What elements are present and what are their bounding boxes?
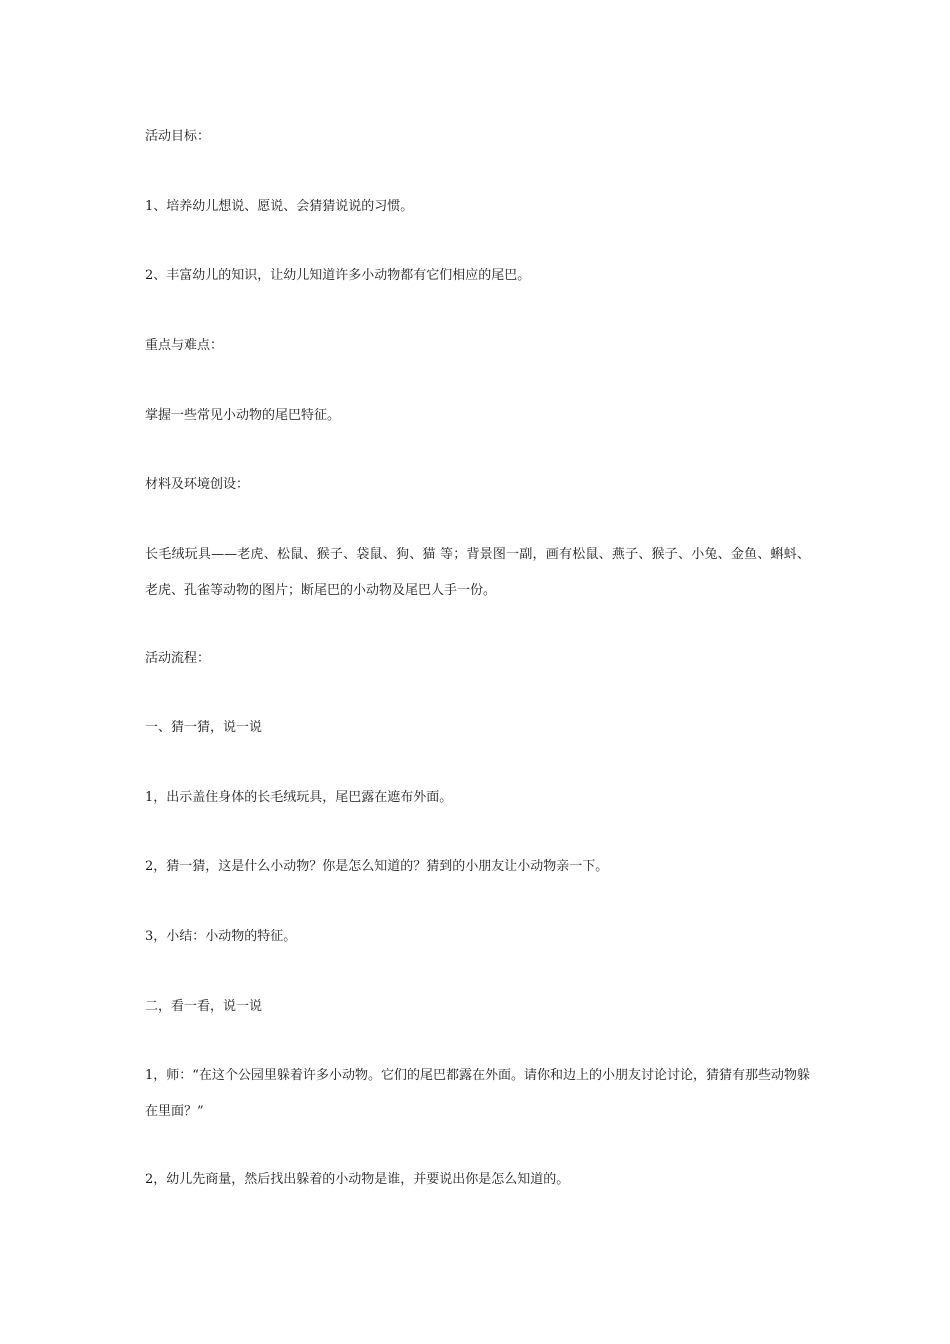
materials-paragraph: 长毛绒玩具——老虎、松鼠、猴子、袋鼠、狗、猫 等；背景图一副，画有松鼠、燕子、猴子、小兔、金鱼、蝌蚪、老虎、孔雀等动物的图片；断尾巴的小动物及尾巴人手一份。 bbox=[145, 547, 810, 598]
section-2-title: 二，看一看，说一说 bbox=[145, 999, 263, 1014]
heading-activity-goals: 活动目标： bbox=[145, 129, 211, 144]
section-1-step-1: 1，出示盖住身体的长毛绒玩具，尾巴露在遮布外面。 bbox=[145, 790, 453, 805]
section-1-title: 一、猜一猜，说一说 bbox=[145, 720, 263, 735]
goal-item-1: 1、培养幼儿想说、愿说、会猜猜说说的习惯。 bbox=[145, 199, 414, 214]
section-1-step-2: 2，猜一猜，这是什么小动物？你是怎么知道的？猜到的小朋友让小动物亲一下。 bbox=[145, 859, 609, 874]
heading-activity-process: 活动流程： bbox=[145, 651, 211, 666]
heading-key-points: 重点与难点： bbox=[145, 338, 224, 353]
section-1-step-3: 3，小结：小动物的特征。 bbox=[145, 929, 297, 944]
section-2-step-2: 2，幼儿先商量，然后找出躲着的小动物是谁，并要说出你是怎么知道的。 bbox=[145, 1172, 570, 1187]
heading-materials: 材料及环境创设： bbox=[145, 477, 250, 492]
section-2-step-1: 1，师：“在这个公园里躲着许多小动物。它们的尾巴都露在外面。请你和边上的小朋友讨论讨论，猜猜有那些动物躲在里面？” bbox=[145, 1068, 810, 1119]
key-point-text: 掌握一些常见小动物的尾巴特征。 bbox=[145, 408, 341, 423]
goal-item-2: 2、丰富幼儿的知识，让幼儿知道许多小动物都有它们相应的尾巴。 bbox=[145, 268, 531, 283]
